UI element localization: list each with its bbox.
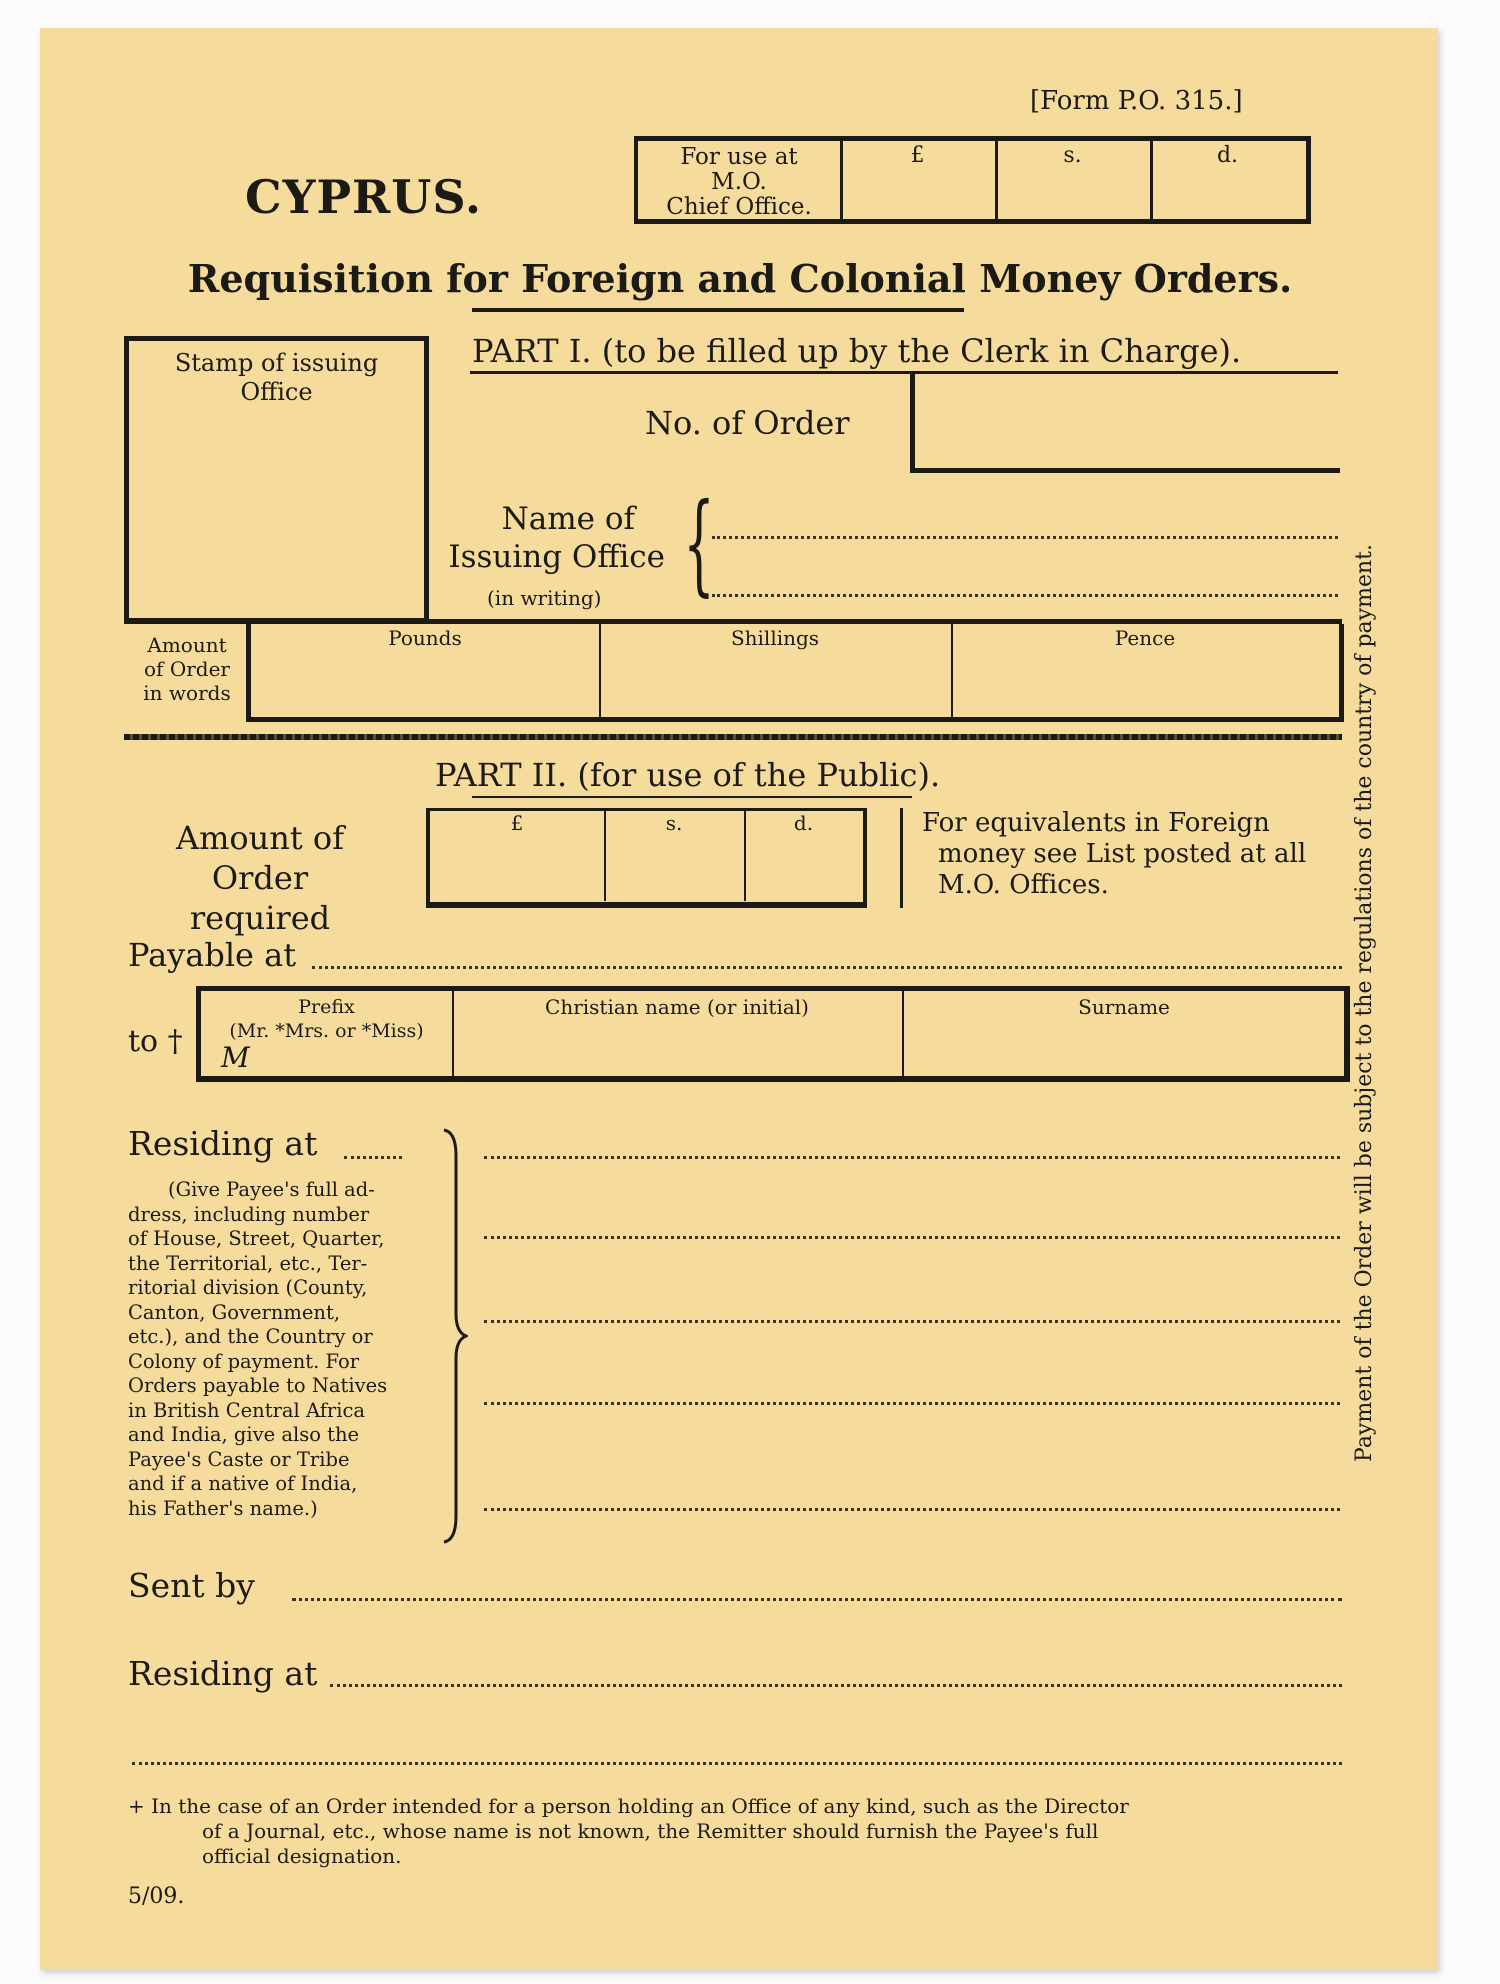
amount-required-table [426, 808, 867, 908]
part1-heading: PART I. (to be filled up by the Clerk in Charge). [472, 332, 1242, 370]
part2-heading: PART II. (for use of the Public). [435, 756, 941, 794]
surname-header: Surname [1078, 995, 1170, 1019]
surname-field[interactable] [904, 1023, 1342, 1075]
payee-residing-label: Residing at [128, 1124, 318, 1163]
sent-by-field[interactable] [292, 1598, 1342, 1601]
issuing-office-field-line-2[interactable] [712, 594, 1338, 597]
sender-address-line-1[interactable] [330, 1684, 1342, 1687]
payee-address-line-5[interactable] [484, 1508, 1340, 1511]
to-label: to † [128, 1024, 183, 1059]
amount-pounds-field[interactable] [430, 837, 604, 899]
issuing-office-label: Name of Issuing Office [448, 501, 665, 575]
chief-office-box [634, 136, 1311, 224]
payee-address-line-3[interactable] [484, 1320, 1340, 1323]
amount-required-label: Amount of Order required [175, 819, 345, 937]
payee-address-line-4[interactable] [484, 1402, 1340, 1405]
part2-heading-rule [472, 796, 912, 798]
shillings-in-words-header: Shillings [730, 626, 820, 650]
prefix-header: Prefix (Mr. *Mrs. or *Miss) [229, 996, 424, 1042]
side-note: Payment of the Order will be subject to the regulations of the country of payment. [1352, 544, 1377, 1462]
order-number-label: No. of Order [645, 404, 850, 442]
chief-office-pounds-header: £ [910, 143, 925, 168]
sender-address-line-2[interactable] [132, 1762, 1342, 1765]
payee-residing-note: (Give Payee's full ad- dress, including number of House, Street, Quarter, the Territorial, etc., Ter- ritorial division (County, Canton, Government, etc.), and the Country or Colony of payment. For Orders payable to Natives in British Central Africa and India, give also the Payee's Caste or Tribe and if a native of India, his Father's name.) [128, 1178, 388, 1520]
christian-name-header: Christian name (or initial) [545, 995, 809, 1019]
form-number: [Form P.O. 315.] [1030, 86, 1243, 116]
payee-address-line-2[interactable] [484, 1236, 1340, 1239]
shillings-in-words-field[interactable] [601, 654, 951, 714]
stamp-box: Stamp of issuing Office [124, 336, 429, 623]
payable-at-label: Payable at [128, 936, 297, 974]
payee-residing-brace [438, 1126, 468, 1546]
issuing-office-brace: { [683, 479, 715, 607]
issuing-office-field-line-1[interactable] [712, 536, 1338, 539]
sender-residing-label: Residing at [128, 1654, 318, 1693]
sent-by-label: Sent by [128, 1566, 255, 1605]
chief-office-pence-header: d. [1216, 143, 1239, 168]
prefix-field[interactable]: M [221, 1041, 250, 1074]
amount-words-table [246, 624, 1344, 722]
order-number-field[interactable] [910, 373, 1340, 473]
amount-pounds-header: £ [510, 811, 524, 835]
title-underline [472, 308, 964, 312]
form-title: Requisition for Foreign and Colonial Money Orders. [187, 256, 1293, 301]
footnote: + In the case of an Order intended for a person holding an Office of any kind, such as the Director of a Journal, etc., whose name is not known, the Remitter should furnish the Payee's full official designation. [128, 1794, 1129, 1868]
pence-in-words-field[interactable] [953, 654, 1339, 714]
payable-at-field[interactable] [312, 966, 1342, 969]
amount-pence-header: d. [793, 811, 814, 835]
amount-pence-field[interactable] [746, 837, 863, 899]
equivalents-note: For equivalents in Foreign money see List posted at all M.O. Offices. [922, 808, 1307, 900]
country-heading: CYPRUS. [245, 170, 482, 224]
print-code: 5/09. [128, 1884, 185, 1909]
chief-office-shillings-header: s. [1063, 143, 1082, 168]
payee-residing-leader [344, 1156, 402, 1159]
payee-name-table [196, 986, 1350, 1082]
chief-office-label: For use at M.O. Chief Office. [666, 144, 812, 220]
part-divider [124, 734, 1342, 740]
amount-shillings-header: s. [665, 811, 683, 835]
pounds-in-words-field[interactable] [251, 654, 599, 714]
issuing-office-note: (in writing) [487, 586, 602, 610]
pence-in-words-header: Pence [1114, 626, 1176, 650]
amount-shillings-field[interactable] [606, 837, 744, 899]
christian-name-field[interactable] [454, 1023, 902, 1075]
payee-address-line-1[interactable] [484, 1156, 1340, 1159]
form-sheet [40, 28, 1438, 1970]
pounds-in-words-header: Pounds [388, 626, 462, 650]
amount-words-label: Amount of Order in words [143, 633, 231, 705]
